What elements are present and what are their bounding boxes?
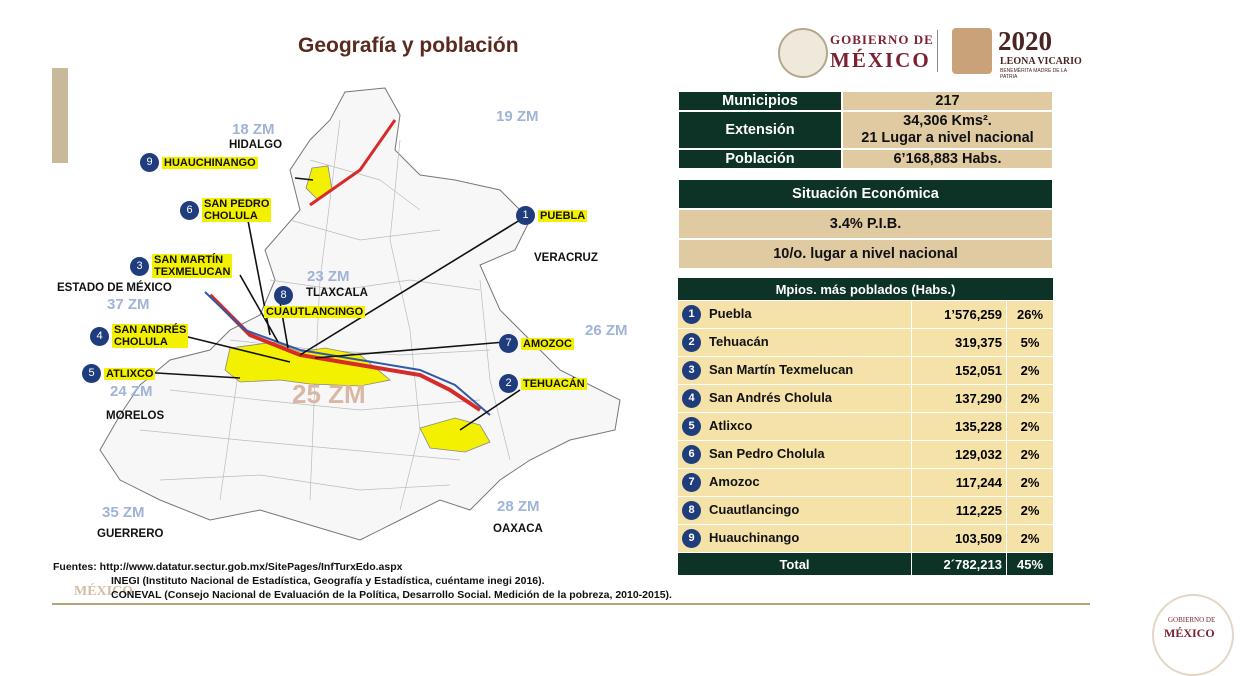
stats-row	[678, 111, 1053, 149]
callout-atlixco	[82, 364, 155, 383]
population-cell: 1’576,259	[912, 301, 1007, 329]
callout-badge: 6	[180, 201, 199, 220]
municipio-name: Atlixco	[709, 417, 753, 433]
callout-badge: 5	[82, 364, 101, 383]
rank-badge: 8	[682, 501, 701, 520]
row-name-cell	[678, 441, 912, 469]
state-label-guerrero: GUERRERO	[97, 528, 164, 540]
callout-puebla	[516, 206, 587, 225]
zone-label: 23 ZM	[307, 268, 350, 285]
zone-label: 26 ZM	[585, 322, 628, 339]
stats-label: Población	[678, 149, 842, 169]
callout-line2: CHOLULA	[204, 210, 258, 222]
zone-label: 18 ZM	[232, 121, 275, 138]
state-label-edomex: ESTADO DE MÉXICO	[57, 282, 172, 294]
callout-san-martin	[130, 254, 232, 278]
zone-label: 37 ZM	[107, 296, 150, 313]
percent-cell: 2%	[1007, 385, 1054, 413]
percent-cell: 5%	[1007, 329, 1054, 357]
corner-seal-text1: GOBIERNO DE	[1168, 616, 1216, 624]
corner-seal-text2: MÉXICO	[1164, 626, 1215, 640]
gobierno-logo	[774, 26, 1084, 78]
rank-badge: 9	[682, 529, 701, 548]
state-label-tlaxcala: TLAXCALA	[306, 287, 368, 299]
economy-rank: 10/o. lugar a nivel nacional	[678, 239, 1053, 269]
callout-line1: SAN PEDRO	[204, 198, 270, 210]
population-cell: 103,509	[912, 525, 1007, 553]
state-label-oaxaca: OAXACA	[493, 523, 543, 535]
municipio-name: Huauchinango	[709, 529, 800, 545]
economy-table	[677, 178, 1054, 270]
total-label: Total	[678, 553, 912, 576]
table-row	[678, 329, 1054, 357]
callout-text: PUEBLA	[540, 209, 586, 222]
stats-label: Extensión	[678, 111, 842, 149]
total-population: 2´782,213	[912, 553, 1007, 576]
rank-badge: 6	[682, 445, 701, 464]
state-label-veracruz: VERACRUZ	[534, 252, 598, 264]
callout-text: CUAUTLANCINGO	[266, 306, 364, 318]
municipio-name: Cuautlancingo	[709, 501, 800, 517]
callout-text	[202, 198, 271, 222]
stats-value: 217	[842, 91, 1053, 111]
puebla-map	[60, 80, 660, 560]
municipio-name: Tehuacán	[709, 333, 769, 349]
stats-value	[842, 111, 1053, 149]
callout-text: HUAUCHINANGO	[164, 156, 256, 169]
table-row	[678, 413, 1054, 441]
logo-year: 2020	[998, 26, 1052, 56]
total-percent: 45%	[1007, 553, 1054, 576]
state-label-hidalgo: HIDALGO	[229, 139, 283, 151]
callout-badge: 3	[130, 257, 149, 276]
municipio-name: Puebla	[709, 305, 752, 321]
callout-badge: 8	[274, 286, 293, 305]
stats-row	[678, 91, 1053, 111]
source-line: CONEVAL (Consejo Nacional de Evaluación de la Política, Desarrollo Social. Medición de la pobreza, 2010-2015).	[111, 589, 672, 601]
sources	[53, 560, 672, 602]
callout-line1: SAN MARTÍN	[154, 254, 224, 266]
rank-badge: 2	[682, 333, 701, 352]
row-name-cell	[678, 469, 912, 497]
national-seal-icon	[778, 28, 828, 78]
rank-badge: 3	[682, 361, 701, 380]
rank-badge: 7	[682, 473, 701, 492]
zone-label: 35 ZM	[102, 504, 145, 521]
logo-leona-sub: BENEMÉRITA MADRE DE LA PATRIA	[1000, 68, 1067, 80]
percent-cell: 2%	[1007, 441, 1054, 469]
table-row	[678, 441, 1054, 469]
municipio-name: San Andrés Cholula	[709, 389, 833, 405]
logo-leona: LEONA VICARIO	[1000, 56, 1082, 67]
row-name-cell	[678, 385, 912, 413]
callout-text: AMOZOC	[523, 337, 572, 350]
zone-label: 28 ZM	[497, 498, 540, 515]
callout-text: ATLIXCO	[106, 367, 154, 380]
population-cell: 129,032	[912, 441, 1007, 469]
table-row	[678, 385, 1054, 413]
callout-tehuacan	[499, 374, 587, 393]
population-cell: 137,290	[912, 385, 1007, 413]
callout-san-andres	[90, 324, 188, 348]
population-cell: 117,244	[912, 469, 1007, 497]
row-name-cell	[678, 301, 912, 329]
municipio-name: Amozoc	[709, 473, 760, 489]
table-row	[678, 301, 1054, 329]
population-cell: 319,375	[912, 329, 1007, 357]
stats-label: Municipios	[678, 91, 842, 111]
footer-divider	[52, 603, 1090, 605]
callout-badge: 4	[90, 327, 109, 346]
logo-divider	[937, 30, 938, 72]
callout-badge: 7	[499, 334, 518, 353]
municipio-name: San Pedro Cholula	[709, 445, 825, 461]
page-title: Geografía y población	[298, 34, 519, 57]
callout-text	[152, 254, 232, 278]
percent-cell: 2%	[1007, 413, 1054, 441]
population-cell: 112,225	[912, 497, 1007, 525]
watermark-text: MÉXICO	[74, 584, 134, 599]
callout-line2: TEXMELUCAN	[154, 266, 231, 278]
municipios-header: Mpios. más poblados (Habs.)	[678, 278, 1054, 301]
row-name-cell	[678, 413, 912, 441]
stats-value-line2: 21 Lugar a nivel nacional	[861, 130, 1034, 146]
total-row	[678, 553, 1054, 576]
callout-badge: 9	[140, 153, 159, 172]
callout-san-pedro	[180, 198, 271, 222]
callout-badge: 1	[516, 206, 535, 225]
stats-value: 6’168,883 Habs.	[842, 149, 1053, 169]
stats-row	[678, 149, 1053, 169]
callout-amozoc	[499, 334, 574, 353]
percent-cell: 2%	[1007, 469, 1054, 497]
source-line: Fuentes: http://www.datatur.sectur.gob.mx/SitePages/InfTurxEdo.aspx	[53, 561, 403, 573]
row-name-cell	[678, 357, 912, 385]
population-cell: 152,051	[912, 357, 1007, 385]
row-name-cell	[678, 497, 912, 525]
logo-text-line1: GOBIERNO DE	[830, 32, 934, 47]
table-row	[678, 497, 1054, 525]
leona-vicario-portrait-icon	[952, 28, 992, 74]
rank-badge: 5	[682, 417, 701, 436]
municipios-table	[677, 277, 1054, 576]
economy-pib: 3.4% P.I.B.	[678, 209, 1053, 239]
source-line: INEGI (Instituto Nacional de Estadística, Geografía y Estadística, cuéntame inegi 2016).	[111, 575, 545, 587]
rank-badge: 4	[682, 389, 701, 408]
rank-badge: 1	[682, 305, 701, 324]
callout-huauchinango	[140, 153, 258, 172]
population-cell: 135,228	[912, 413, 1007, 441]
table-row	[678, 525, 1054, 553]
economy-header: Situación Económica	[678, 179, 1053, 209]
municipio-name: San Martín Texmelucan	[709, 361, 854, 377]
callout-line2: CHOLULA	[114, 336, 168, 348]
logo-text-line2: MÉXICO	[830, 48, 931, 72]
zone-label-main: 25 ZM	[292, 379, 366, 409]
row-name-cell	[678, 525, 912, 553]
zone-label: 24 ZM	[110, 383, 153, 400]
row-name-cell	[678, 329, 912, 357]
percent-cell: 2%	[1007, 525, 1054, 553]
percent-cell: 2%	[1007, 357, 1054, 385]
table-row	[678, 469, 1054, 497]
table-row	[678, 357, 1054, 385]
percent-cell: 2%	[1007, 497, 1054, 525]
stats-table	[677, 90, 1054, 170]
zone-label: 19 ZM	[496, 108, 539, 125]
state-label-morelos: MORELOS	[106, 410, 165, 422]
percent-cell: 26%	[1007, 301, 1054, 329]
callout-text: TEHUACÁN	[523, 377, 585, 390]
callout-line1: SAN ANDRÉS	[114, 324, 187, 336]
callout-text	[112, 324, 188, 348]
stats-value-line1: 34,306 Kms².	[903, 113, 992, 129]
callout-badge: 2	[499, 374, 518, 393]
